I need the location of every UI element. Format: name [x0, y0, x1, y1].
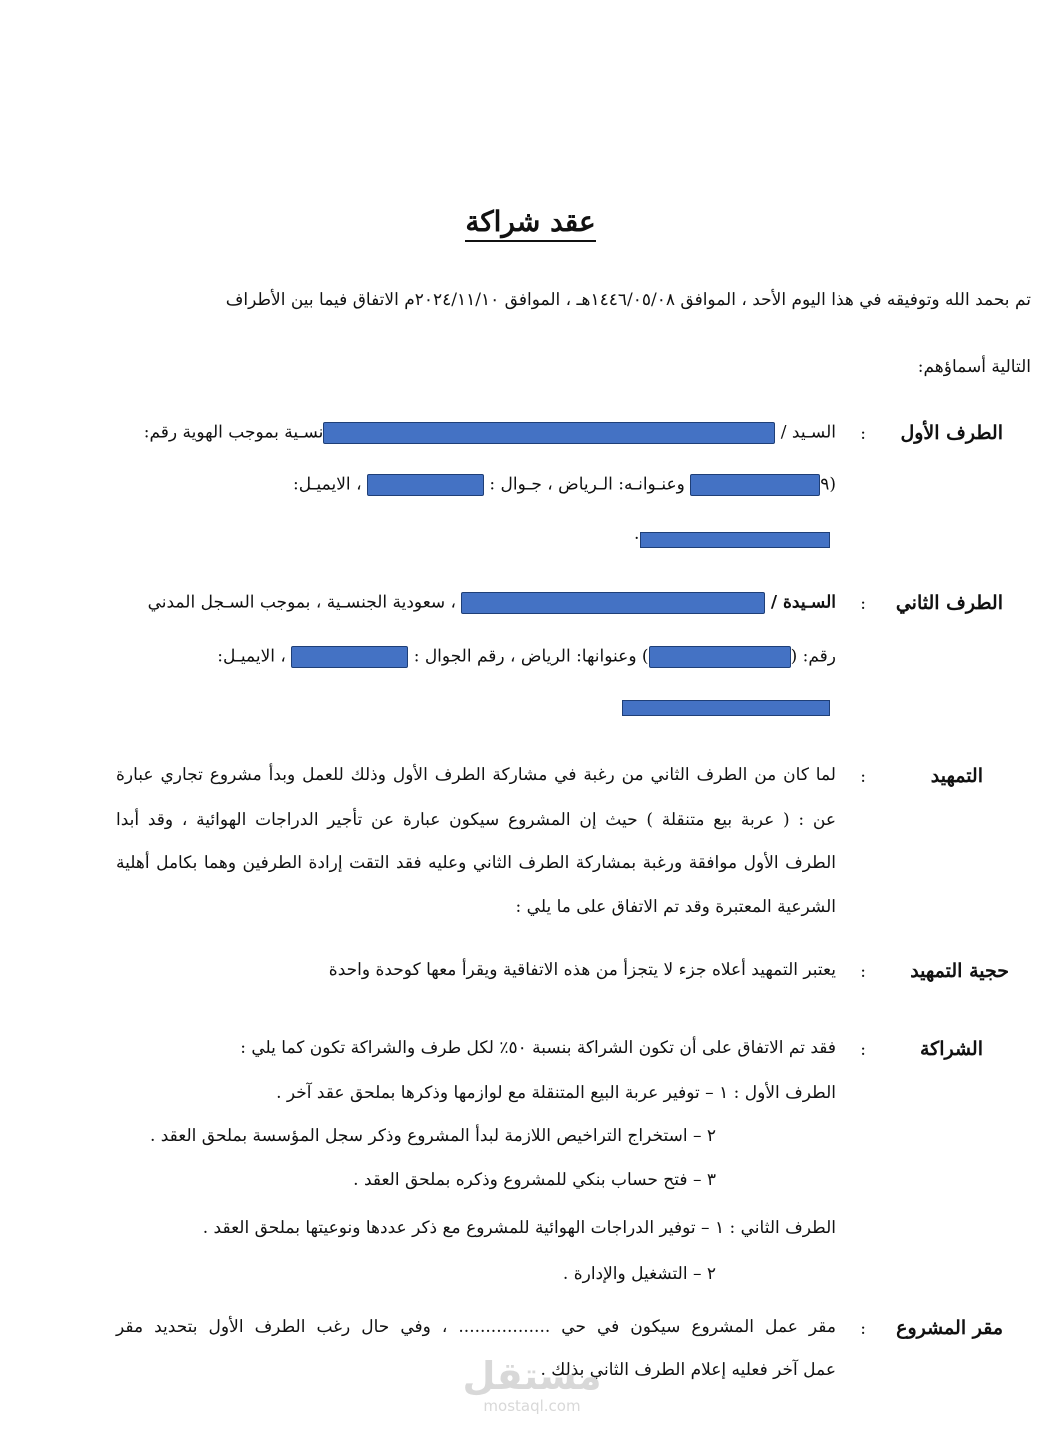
- preamble-line-2: عن : ( عربة بيع متنقلة ) حيث إن المشروع سيكون عبارة عن تأجير الدراجات الهوائية ، وقد أبدا: [116, 810, 836, 830]
- redacted-phone-party2: [291, 646, 408, 668]
- party2-line-2: [217, 646, 836, 668]
- party2-after-name: ، سعودية الجنسـية ، بموجب السـجل المدني: [147, 592, 457, 613]
- watermark-arabic: مستقل: [462, 1354, 602, 1398]
- party2-prefix: السـيدة /: [770, 592, 836, 613]
- project-hq-colon: :: [860, 1319, 866, 1339]
- partnership-line-3: ٢ – استخراج التراخيص اللازمة لبدأ المشروع وذكر سجل المؤسسة بملحق العقد .: [149, 1126, 716, 1146]
- preamble-label: التمهيد: [930, 765, 983, 787]
- partnership-line-2: الطرف الأول : ١ – توفير عربة البيع المتنقلة مع لوازمها وذكرها بملحق عقد آخر .: [276, 1083, 836, 1103]
- preamble-validity-label: حجية التمهيد: [910, 960, 1009, 982]
- party2-label: الطرف الثاني: [895, 592, 1003, 614]
- party1-prefix: السـيد /: [780, 422, 836, 443]
- party1-email-end: .: [634, 524, 640, 544]
- partnership-colon: :: [860, 1040, 866, 1060]
- redacted-id-party1: [690, 474, 820, 496]
- party1-line2-mid: وعنـوانـه: الـرياض ، جـوال :: [489, 474, 685, 495]
- party1-after-name: نسـية بموجب الهوية رقم:: [143, 422, 324, 443]
- partnership-line-4: ٣ – فتح حساب بنكي للمشروع وذكره بملحق العقد .: [353, 1170, 716, 1190]
- party2-line2-start: رقم: (: [790, 646, 836, 667]
- partnership-line-5: الطرف الثاني : ١ – توفير الدراجات الهوائية للمشروع مع ذكر عددها ونوعيتها بملحق العقد .: [202, 1218, 836, 1238]
- preamble-line-4: الشرعية المعتبرة وقد تم الاتفاق على ما يلي :: [515, 897, 836, 917]
- redacted-email-party2: [622, 700, 830, 716]
- watermark-url: mostaql.com: [483, 1397, 581, 1415]
- party2-line2-mid: ) وعنوانها: الرياض ، رقم الجوال :: [413, 646, 649, 667]
- partnership-label: الشراكة: [919, 1038, 983, 1060]
- intro-line-2: التالية أسماؤهم:: [917, 357, 1031, 377]
- party2-line-1: [148, 592, 836, 614]
- project-hq-line-2: عمل آخر فعليه إعلام الطرف الثاني بذلك .: [540, 1360, 836, 1380]
- party1-line-1: [144, 422, 836, 444]
- party1-line2-start: (٩: [820, 474, 836, 495]
- redacted-phone-party1: [367, 474, 484, 496]
- party2-line2-end: ، الايميـل:: [217, 646, 286, 667]
- party2-colon: :: [860, 594, 866, 614]
- preamble-line-1: لما كان من الطرف الثاني من رغبة في مشاركة الطرف الأول وذلك للعمل وبدأ مشروع تجاري عبارة: [116, 765, 836, 785]
- redacted-id-party2: [649, 646, 791, 668]
- preamble-colon: :: [860, 767, 866, 787]
- redacted-email-party1: [640, 532, 830, 548]
- project-hq-label: مقر المشروع: [896, 1317, 1003, 1339]
- redacted-name-party2: [461, 592, 765, 614]
- party1-label: الطرف الأول: [900, 422, 1003, 444]
- redacted-name-party1: [323, 422, 775, 444]
- project-hq-line-1: مقر عمل المشروع سيكون في حي ................. ، وفي حال رغب الطرف الأول بتحديد مقر: [116, 1317, 836, 1337]
- partnership-line-1: فقد تم الاتفاق على أن تكون الشراكة بنسبة ٥٠٪ لكل طرف والشراكة تكون كما يلي :: [240, 1038, 836, 1058]
- party1-colon: :: [860, 424, 866, 444]
- preamble-validity-text: يعتبر التمهيد أعلاه جزء لا يتجزأ من هذه الاتفاقية ويقرأ معها كوحدة واحدة: [328, 960, 836, 980]
- mostaql-watermark: [462, 1355, 602, 1415]
- document-title: عقد شراكة: [0, 205, 1061, 238]
- party1-line-2: [293, 474, 836, 496]
- preamble-validity-colon: :: [860, 962, 866, 982]
- intro-line-1: تم بحمد الله وتوفيقه في هذا اليوم الأحد ، الموافق ١٤٤٦/٠٥/٠٨هـ ، الموافق ٢٠٢٤/١١/١٠م الاتفاق فيما بين الأطراف: [225, 290, 1031, 310]
- partnership-line-6: ٢ – التشغيل والإدارة .: [562, 1264, 716, 1284]
- party1-line2-end: ، الايميـل:: [292, 474, 362, 495]
- preamble-line-3: الطرف الأول موافقة ورغبة بمشاركة الطرف الثاني وعليه فقد التقت إرادة الطرفين وهما بكامل أهلية: [116, 853, 836, 873]
